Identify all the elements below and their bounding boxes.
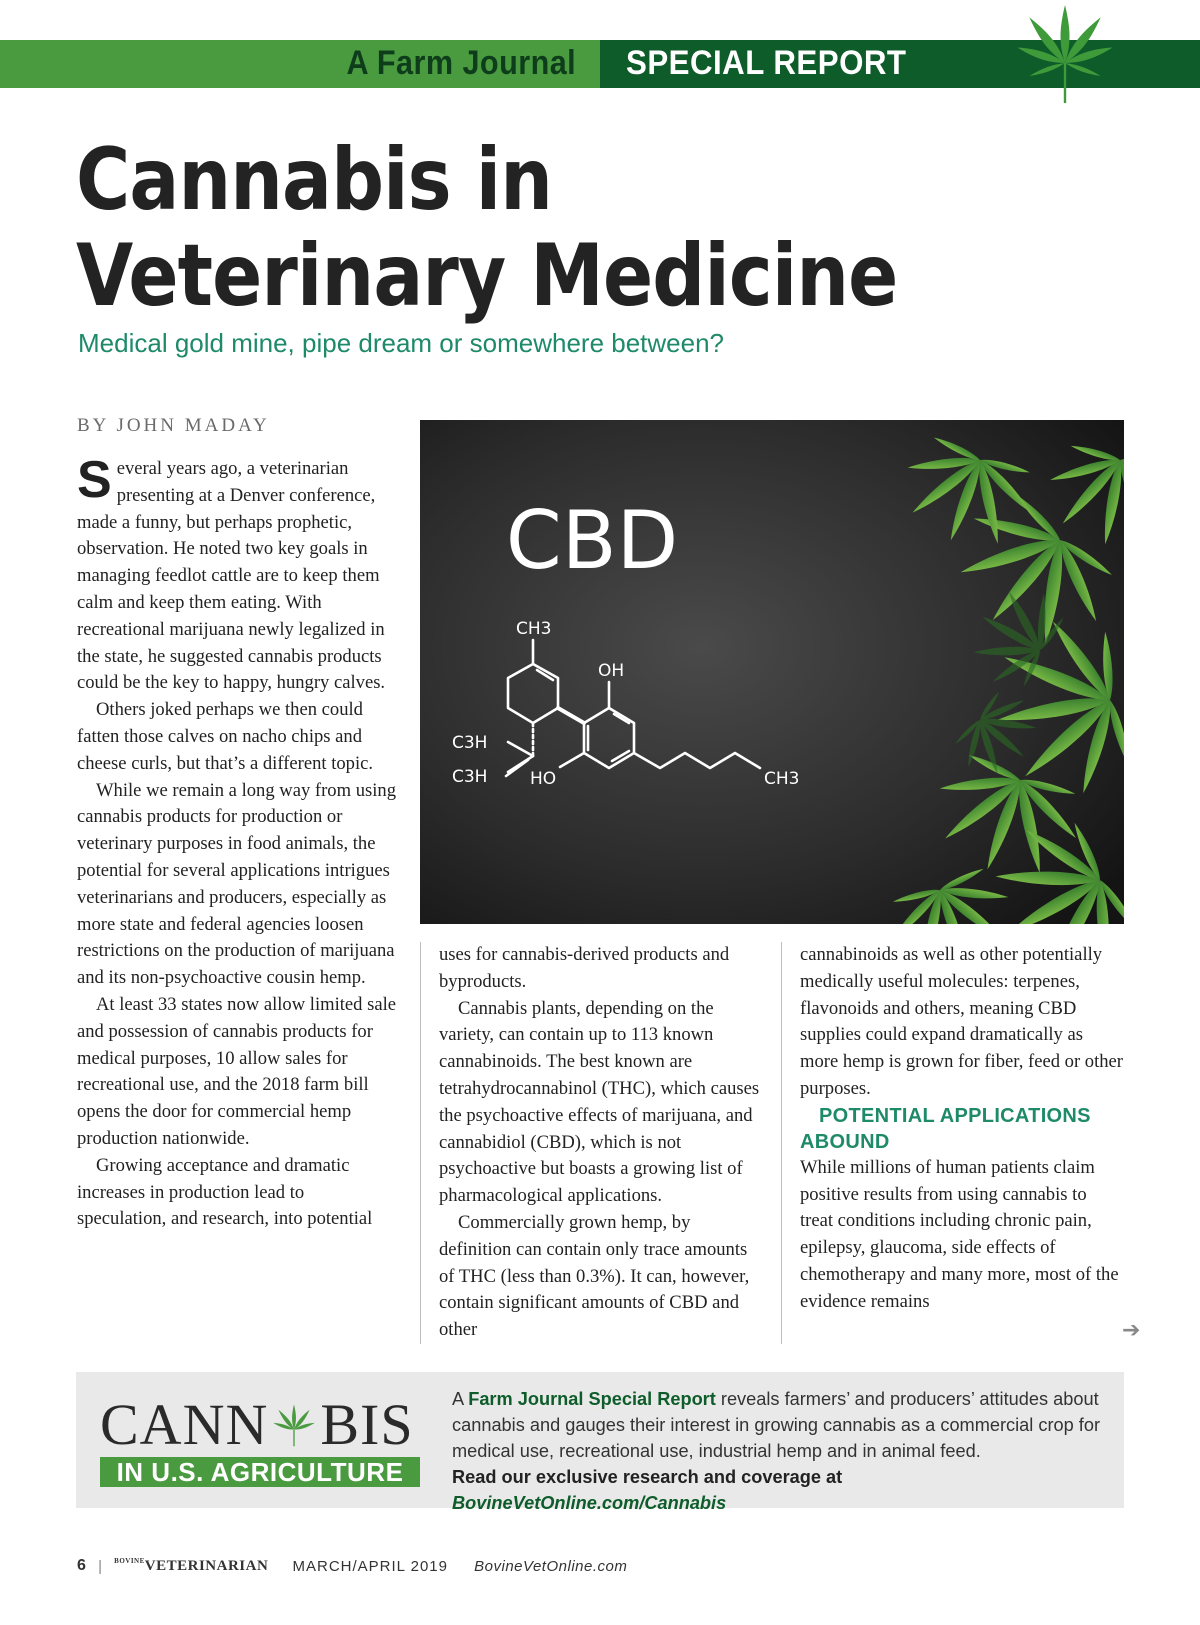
logo-cannabis-leaf-icon bbox=[270, 1400, 318, 1448]
page-footer bbox=[77, 1557, 627, 1581]
article-byline: BY JOHN MADAY bbox=[77, 415, 270, 436]
cannabis-logo-wordmark: CANN BIS bbox=[100, 1392, 414, 1457]
magazine-logo: $^{BOVINE}$VETERINARIAN bbox=[114, 1556, 269, 1574]
article-title bbox=[76, 132, 897, 324]
article-title-line-1: Cannabis in bbox=[76, 130, 553, 230]
column-divider bbox=[420, 942, 421, 1344]
cbd-label: CBD bbox=[505, 494, 679, 587]
article-paragraph: Others joked perhaps we then could fatten those calves on nacho chips and cheese curls, but that’s a different topic. bbox=[77, 699, 374, 774]
article-paragraph: Commercially grown hemp, by definition can contain only trace amounts of THC (less than 0.3%). It can, however, contain significant amounts of CBD and other bbox=[439, 1211, 750, 1341]
cannabis-report-promo bbox=[76, 1372, 1124, 1513]
molecule-label-ch3-top: CH3 bbox=[516, 619, 552, 639]
article-column-3 bbox=[800, 942, 1124, 1316]
article-title-line-2: Veterinary Medicine bbox=[76, 226, 898, 326]
promo-brand: Farm Journal Special Report bbox=[468, 1389, 716, 1409]
banner-farm-journal-label: A Farm Journal bbox=[346, 44, 576, 82]
cannabis-leaf-icon bbox=[1010, 0, 1120, 110]
section-heading: POTENTIAL APPLICATIONS ABOUND bbox=[800, 1104, 1091, 1153]
arrow-right-icon: ➔ bbox=[1122, 1318, 1141, 1343]
molecule-label-c3h-a: C3H bbox=[452, 733, 488, 753]
column-divider bbox=[781, 942, 782, 1344]
promo-url-link[interactable]: BovineVetOnline.com/Cannabis bbox=[452, 1493, 727, 1513]
cannabis-logo-tagline: IN U.S. AGRICULTURE bbox=[100, 1457, 420, 1487]
article-paragraph: Growing acceptance and dramatic increases in production lead to speculation, and research, into potential bbox=[77, 1154, 373, 1230]
promo-cta: Read our exclusive research and coverage at bbox=[452, 1467, 843, 1487]
page-number: 6 bbox=[77, 1557, 86, 1575]
molecule-label-c3h-b: C3H bbox=[452, 767, 488, 787]
article-paragraph: cannabinoids as well as other potentially medically useful molecules: terpenes, flavonoids and others, meaning CBD supplies could expand dramatically as more hemp is grown for fiber, feed or other purposes. bbox=[800, 944, 1123, 1099]
molecule-label-oh: OH bbox=[598, 661, 625, 681]
footer-website: BovineVetOnline.com bbox=[474, 1557, 628, 1575]
article-subtitle: Medical gold mine, pipe dream or somewhere between? bbox=[78, 328, 725, 358]
banner-left-panel bbox=[0, 40, 600, 88]
article-paragraph: Cannabis plants, depending on the variety, can contain up to 113 known cannabinoids. The best known are tetrahydrocannabinol (THC), which causes the psychoactive effects of marijuana, and cannabidiol (CBD), which is not psychoactive but boasts a growing list of pharmacological applications. bbox=[439, 997, 760, 1207]
article-paragraph: uses for cannabis-derived products and byproducts. bbox=[439, 944, 730, 992]
article-paragraph: While millions of human patients claim positive results from using cannabis to treat conditions including chronic pain, epilepsy, glaucoma, side effects of chemotherapy and many more, most of the evidence remains bbox=[800, 1156, 1119, 1312]
footer-separator: | bbox=[98, 1557, 102, 1575]
molecule-label-ch3-right: CH3 bbox=[764, 769, 800, 789]
article-column-1 bbox=[77, 451, 397, 1233]
cbd-molecule-photo bbox=[420, 420, 1124, 924]
banner-special-report-label: SPECIAL REPORT bbox=[626, 44, 907, 82]
issue-date: MARCH/APRIL 2019 bbox=[292, 1557, 448, 1575]
article-paragraph: Several years ago, a veterinarian presenting at a Denver conference, made a funny, but perhaps prophetic, observation. He noted two key goals in managing feedlot cattle are to keep them calm and keep them eating. With recreational marijuana newly legalized in the state, he suggested cannabis products could be the key to happy, hungry calves. bbox=[77, 451, 386, 694]
article-column-2 bbox=[439, 942, 761, 1344]
promo-description: A Farm Journal Special Report reveals farmers’ and producers’ attitudes about cannabis and gauges their interest in growing cannabis as a commercial crop for medical use, recreational use, industrial hemp and in animal feed. Read our exclusive research and coverage at BovineVetOnline.com/Cannabis bbox=[452, 1389, 1101, 1513]
article-paragraph: While we remain a long way from using cannabis products for production or veterinary purposes in food animals, the potential for several applications intrigues veterinarians and producers, especially as more state and federal agencies loosen restrictions on the production of marijuana and its non-psychoactive cousin hemp. bbox=[77, 779, 396, 989]
molecule-label-ho: HO bbox=[530, 769, 557, 789]
article-paragraph: At least 33 states now allow limited sale and possession of cannabis products for medical purposes, 10 allow sales for recreational use, and the 2018 farm bill opens the door for commercial hemp production nationwide. bbox=[77, 993, 397, 1149]
drop-cap: S bbox=[77, 451, 112, 509]
